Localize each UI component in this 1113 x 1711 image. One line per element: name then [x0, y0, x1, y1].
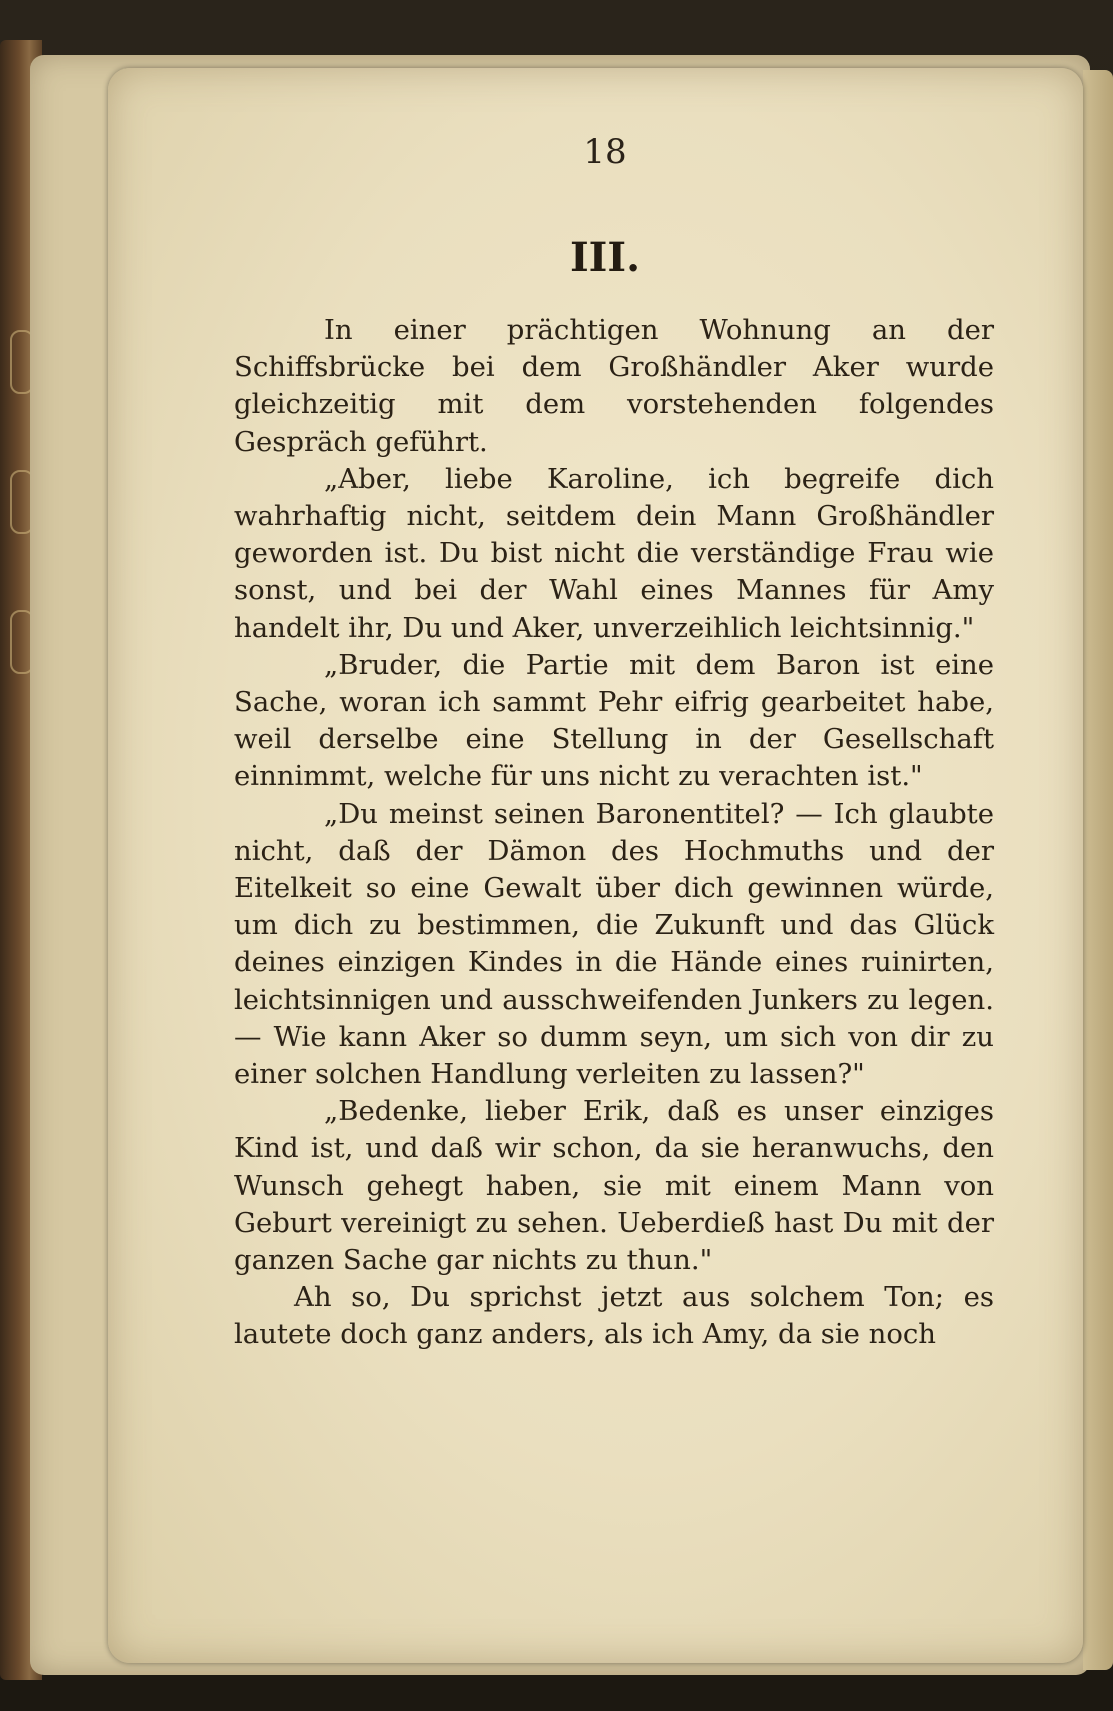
body-text [234, 312, 994, 1354]
paragraph: „Aber, liebe Karoline, ich begreife dich wahrhaftig nicht, seitdem dein Mann Großhändler geworden ist. Du bist nicht die verständige Frau wie sonst, und bei der Wahl eines Mannes für Amy handelt ihr, Du und Aker, unverzeihlich leichtsinnig." [234, 462, 994, 644]
page-edges-right [1083, 70, 1113, 1670]
chapter-heading: III. [569, 234, 641, 281]
paragraph: In einer prächtigen Wohnung an der Schiffsbrücke bei dem Großhändler Aker wurde gleichzeitig mit dem vorstehenden folgendes Gespräch geführt. [234, 314, 994, 458]
paragraph: Ah so, Du sprichst jetzt aus solchem Ton; es lautete doch ganz anders, als ich Amy, da sie noch [234, 1281, 994, 1351]
paragraph: „Bedenke, lieber Erik, daß es unser einziges Kind ist, und daß wir schon, da sie heranwuchs, den Wunsch gehegt haben, sie mit einem Mann von Geburt vereinigt zu sehen. Ueberdieß hast Du mit der ganzen Sache gar nichts zu thun." [234, 1095, 994, 1277]
paragraph: „Bruder, die Partie mit dem Baron ist eine Sache, woran ich sammt Pehr eifrig gearbeitet habe, weil derselbe eine Stellung in der Gesellschaft einnimmt, welche für uns nicht zu verachten ist." [234, 648, 994, 793]
page-number: 18 [583, 132, 627, 172]
paragraph: „Du meinst seinen Baronentitel? — Ich glaubte nicht, daß der Dämon des Hochmuths und der Eitelkeit so eine Gewalt über dich gewinnen würde, um dich zu bestimmen, die Zukunft und das Glück deines einzigen Kindes in die Hände eines ruinirten, leichtsinnigen und ausschweifenden Junkers zu legen. — Wie kann Aker so dumm seyn, um sich von dir zu einer solchen Handlung verleiten zu lassen?" [234, 797, 994, 1091]
